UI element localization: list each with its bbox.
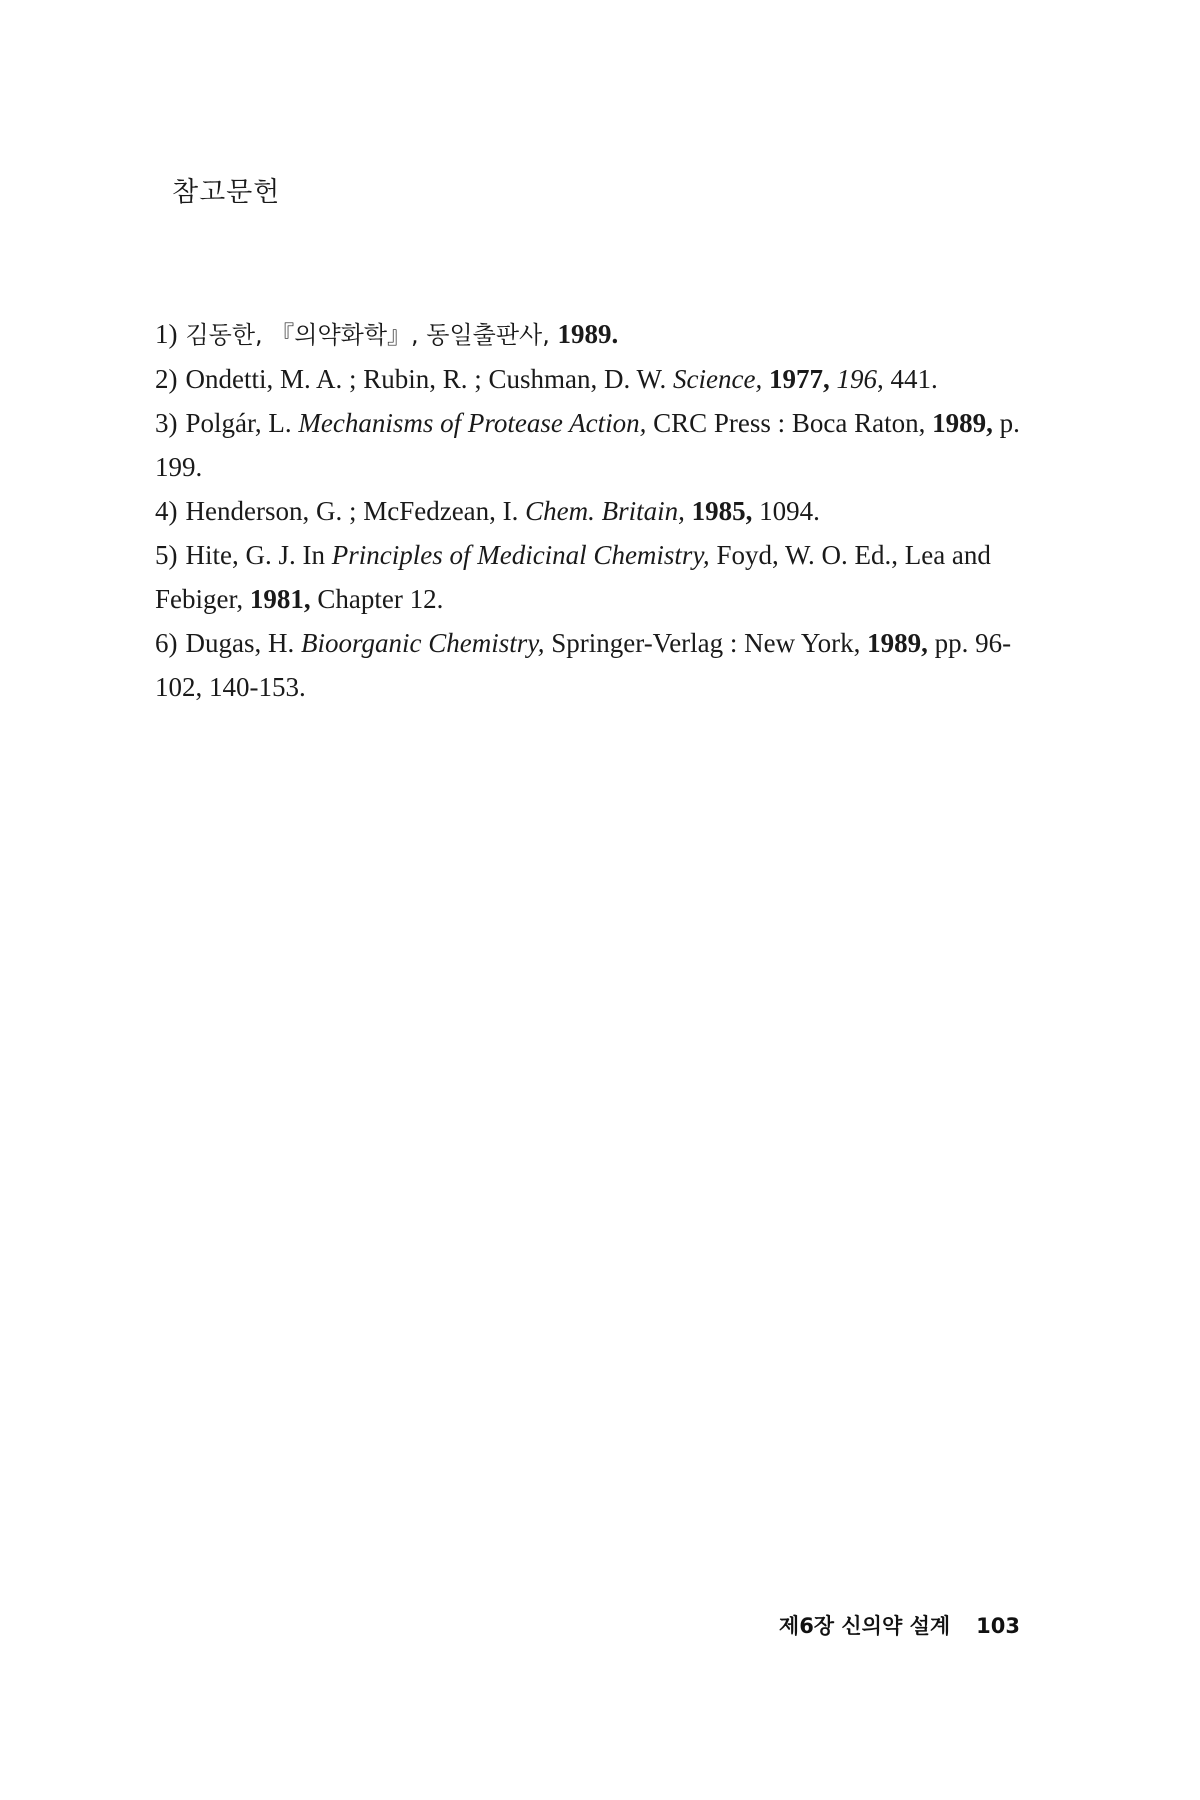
reference-text-segment: 1985, — [691, 496, 753, 526]
reference-number: 5) — [155, 540, 178, 570]
reference-text-segment: Ondetti, M. A. ; Rubin, R. ; Cushman, D. W. — [185, 364, 674, 394]
reference-text-segment: pp. 96-102, 140-153. — [155, 628, 1012, 702]
reference-text-segment — [762, 364, 769, 394]
reference-text-segment: Polgár, L. — [185, 408, 299, 438]
reference-text-segment: 1989. — [557, 319, 619, 349]
reference-number: 1) — [155, 319, 178, 349]
reference-text-segment: 김동한, 『의약화학』, 동일출판사, — [185, 321, 558, 349]
reference-text-segment: Hite, G. J. In — [185, 540, 332, 570]
page-footer — [779, 1610, 1020, 1640]
reference-number: 3) — [155, 408, 178, 438]
page-number: 103 — [976, 1614, 1020, 1638]
reference-item — [155, 621, 1035, 709]
reference-text-segment: Principles of Medicinal Chemistry, — [331, 540, 710, 570]
reference-item — [155, 357, 1035, 401]
reference-item — [155, 533, 1035, 621]
reference-text-segment: p. 199. — [155, 408, 1020, 482]
chapter-title: 제6장 신의약 설계 — [778, 1614, 951, 1638]
reference-text-segment: Mechanisms of Protease Action, — [298, 408, 647, 438]
reference-item — [155, 489, 1035, 533]
reference-text-segment: Foyd, W. O. Ed., Lea and Febiger, — [155, 540, 991, 614]
reference-text-segment: Henderson, G. ; McFedzean, I. — [185, 496, 526, 526]
reference-text-segment: Chem. Britain, — [525, 496, 685, 526]
reference-text-segment: 1094. — [752, 496, 820, 526]
reference-text-segment: Bioorganic Chemistry, — [301, 628, 545, 658]
reference-text-segment: Science, — [673, 364, 763, 394]
reference-number: 2) — [155, 364, 178, 394]
reference-text-segment: 196 — [836, 364, 877, 394]
reference-text-segment: Dugas, H. — [185, 628, 301, 658]
reference-number: 4) — [155, 496, 178, 526]
section-title: 참고문헌 — [172, 177, 281, 208]
reference-list — [155, 312, 1035, 709]
reference-item — [155, 401, 1035, 489]
reference-number: 6) — [155, 628, 178, 658]
reference-text-segment — [685, 496, 692, 526]
reference-text-segment: 1977, — [768, 364, 830, 394]
reference-text-segment: CRC Press : Boca Raton, — [646, 408, 933, 438]
reference-item — [155, 312, 1035, 357]
reference-text-segment: , 441. — [876, 364, 938, 394]
reference-text-segment: Springer-Verlag : New York, — [544, 628, 868, 658]
reference-text-segment: 1989, — [867, 628, 928, 658]
reference-text-segment: 1989, — [932, 408, 993, 438]
reference-text-segment: Chapter 12. — [310, 584, 444, 614]
reference-text-segment: 1981, — [249, 584, 311, 614]
